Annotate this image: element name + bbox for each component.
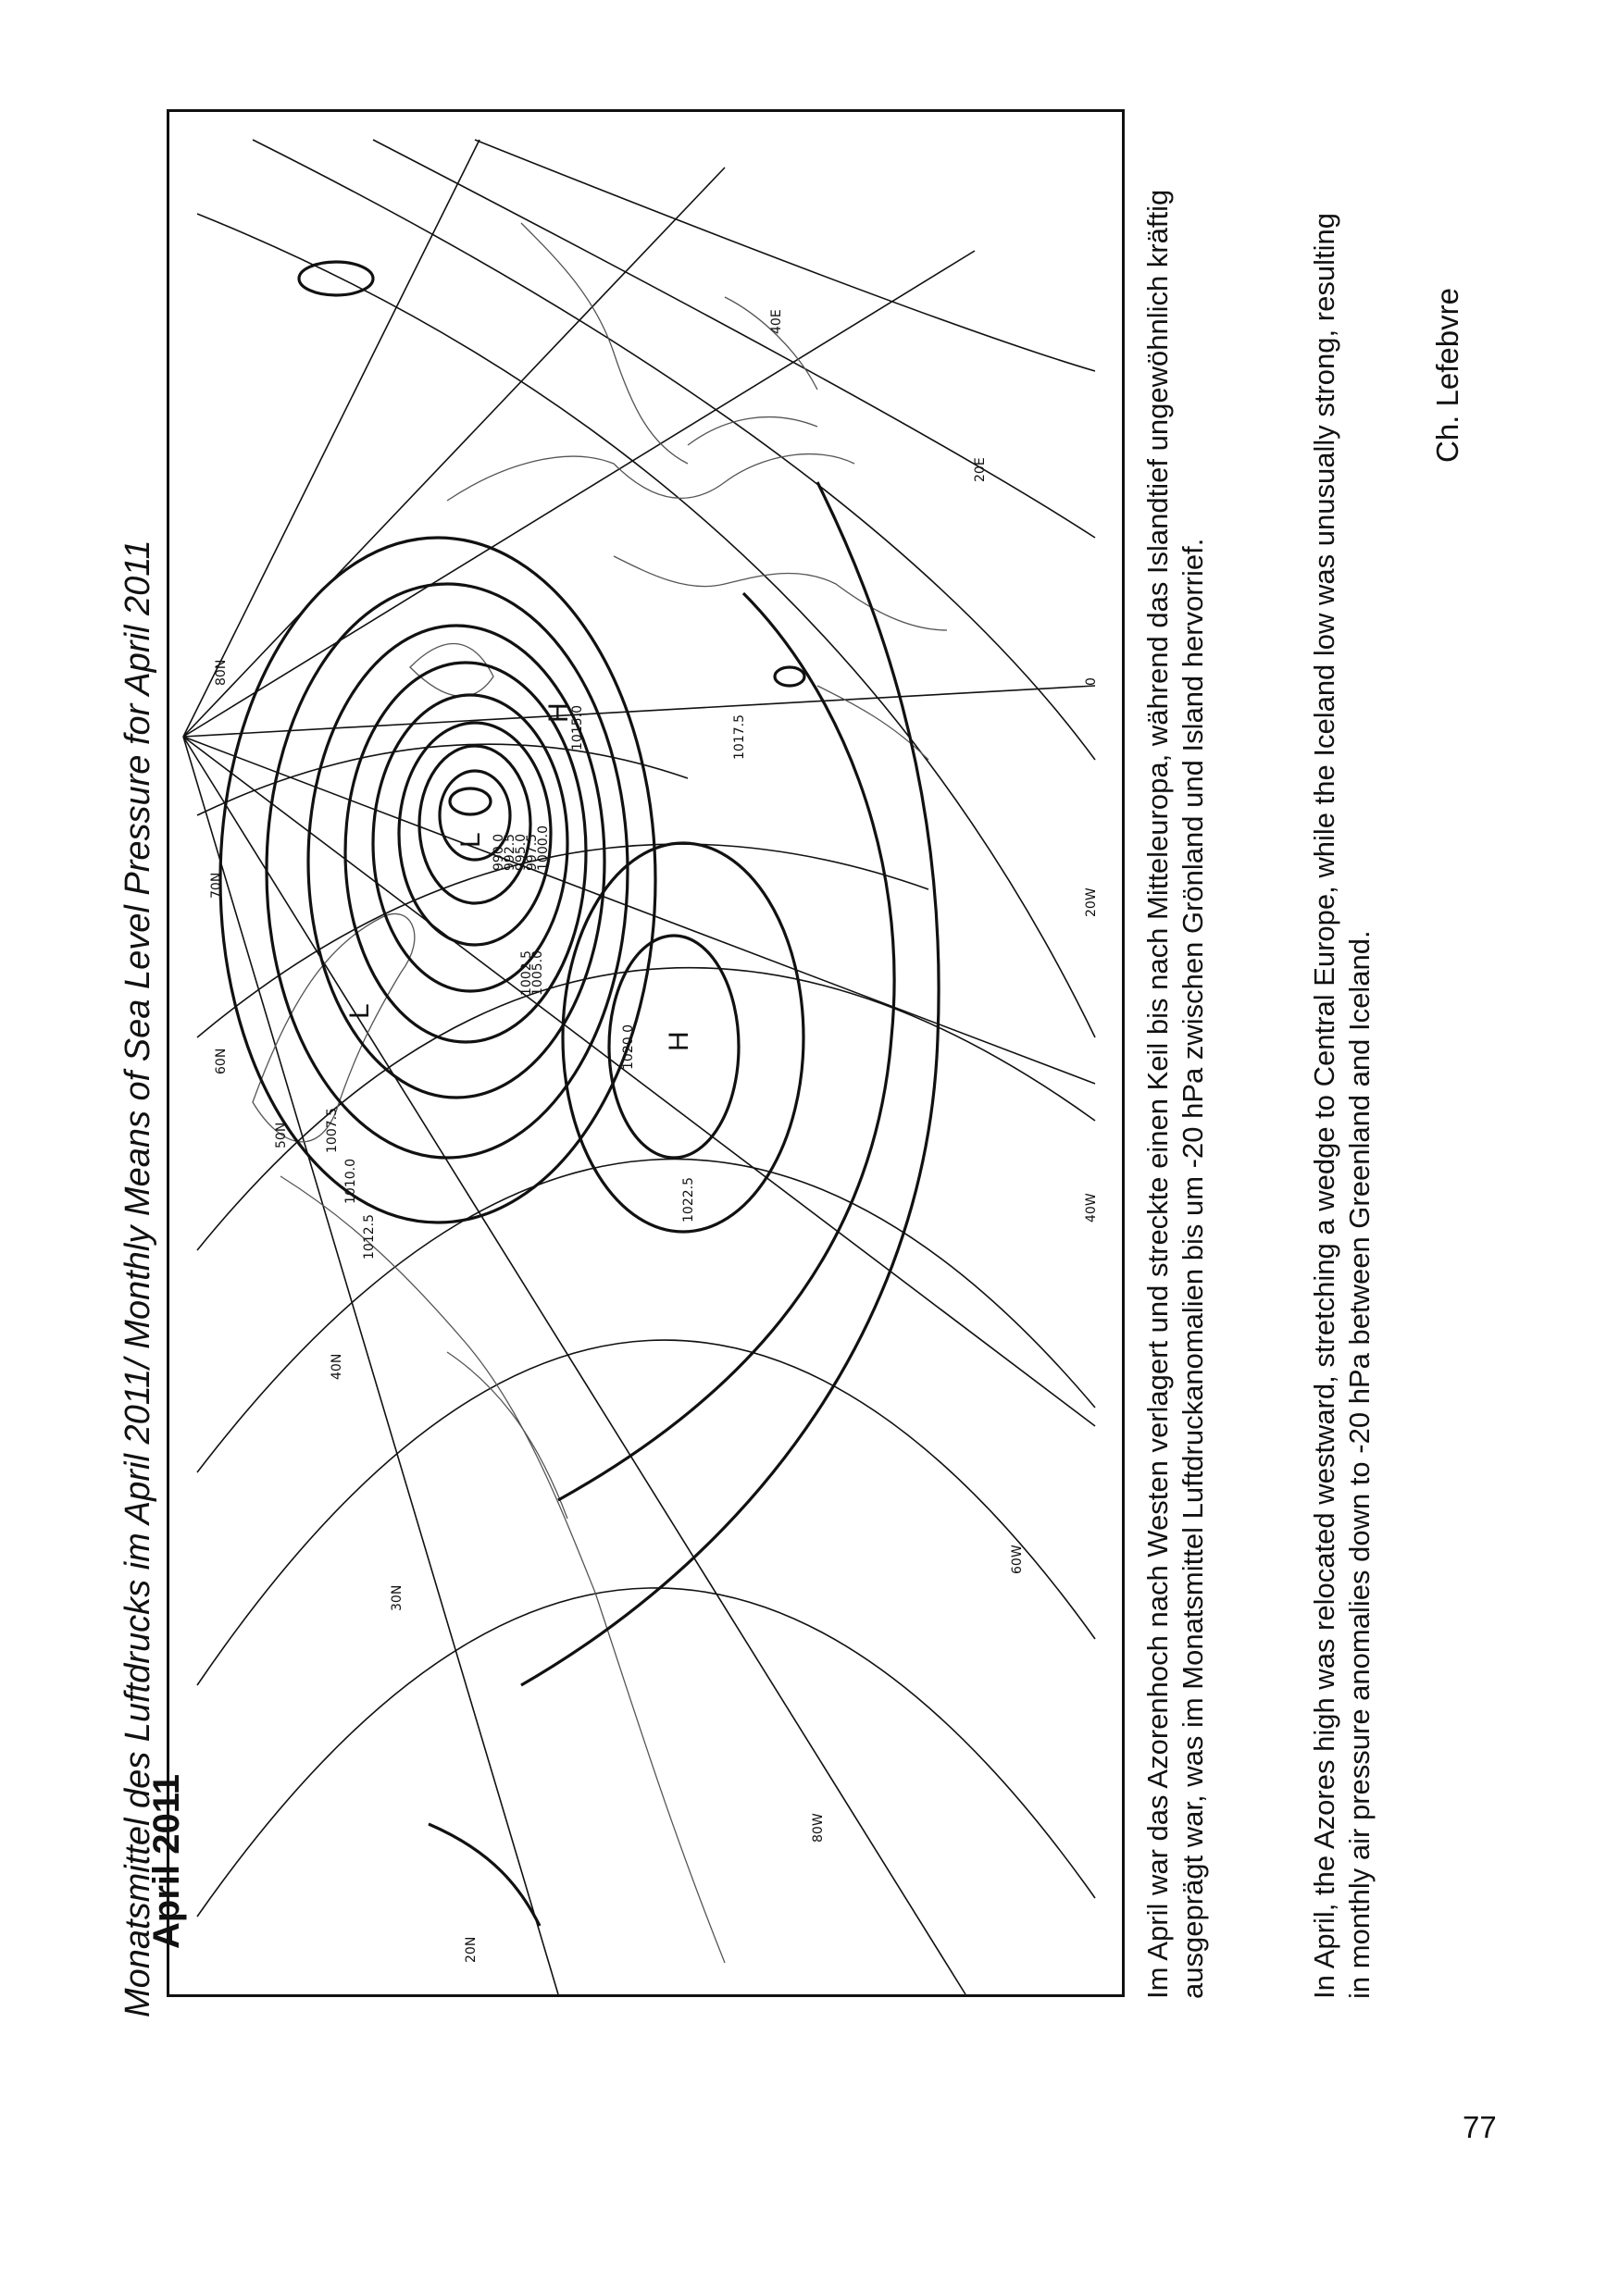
lon-label: 60W [1010, 1545, 1025, 1574]
isobar-label: 1012.5 [362, 1214, 377, 1260]
coastlines [253, 223, 947, 1963]
lon-label: 80W [811, 1813, 826, 1843]
paragraph-german: Im April war das Azorenhoch nach Westen verlagert und streckte einen Keil bis nach Mitteleuropa, während das Islandtief ungewöhnlich kräftig ausgeprägt war, was im Monatsmittel Luftdruckanomalien bis um -20 hPa zwischen Grönland und Island hervorrief. [1141, 189, 1209, 1999]
isobar-label: 1005.0 [530, 950, 545, 996]
lon-label: 20E [973, 457, 988, 482]
isobar-label: 1017.5 [732, 714, 747, 760]
isobar-label: 1020.0 [621, 1024, 636, 1070]
lon-label: 40W [1084, 1193, 1099, 1222]
lat-label: 20N [464, 1936, 479, 1963]
lon-label: 20W [1084, 887, 1099, 917]
lon-label: 0 [1084, 677, 1099, 686]
low-canada-label: L [344, 1003, 375, 1019]
isobar-labels [325, 705, 747, 1260]
meridians [183, 140, 1095, 1994]
isobar-label: 1022.5 [681, 1177, 696, 1222]
lat-label: 30N [390, 1584, 405, 1611]
author: Ch. Lefebvre [1430, 288, 1464, 463]
latitude-circles [197, 140, 1095, 1917]
isobar-label: 995.0 [514, 833, 529, 871]
lat-label: 60N [214, 1048, 229, 1074]
map-label: April 2011 [146, 1773, 187, 1949]
isobar-label: 1002.5 [519, 950, 534, 996]
high-azores-label: H [664, 1031, 694, 1051]
pressure-map [146, 109, 1125, 1997]
page-title: Monatsmittel des Luftdrucks im April 2011/ Monthly Means of Sea Level Pressure for April 2011 [118, 540, 157, 2017]
lat-label: 50N [274, 1122, 289, 1148]
isobar-label: 1007.5 [325, 1108, 340, 1153]
isobar-label: 997.5 [525, 833, 540, 871]
page-number: 77 [1463, 2110, 1497, 2144]
pressure-map-svg [169, 112, 1122, 1994]
paragraph-english: In April, the Azores high was relocated westward, stretching a wedge to Central Europe, while the Iceland low was unusually strong, resulting in monthly air pressure anomalies down to -20 hPa between Greenland and Iceland. [1308, 213, 1376, 1999]
isobars [220, 262, 939, 1926]
lat-label: 40N [330, 1353, 344, 1380]
lat-label: 80N [214, 659, 229, 686]
isobar-label: 1000.0 [536, 825, 551, 871]
isobar-label: 990.0 [492, 833, 506, 871]
lat-label: 70N [209, 872, 224, 899]
isobar-label: 992.5 [503, 833, 517, 871]
lon-label: 40E [769, 309, 784, 334]
high-europe-label: H [543, 702, 574, 723]
low-iceland-label: L [455, 832, 486, 848]
isobar-label: 1015.0 [570, 705, 585, 751]
isobar-label: 1010.0 [343, 1159, 358, 1204]
